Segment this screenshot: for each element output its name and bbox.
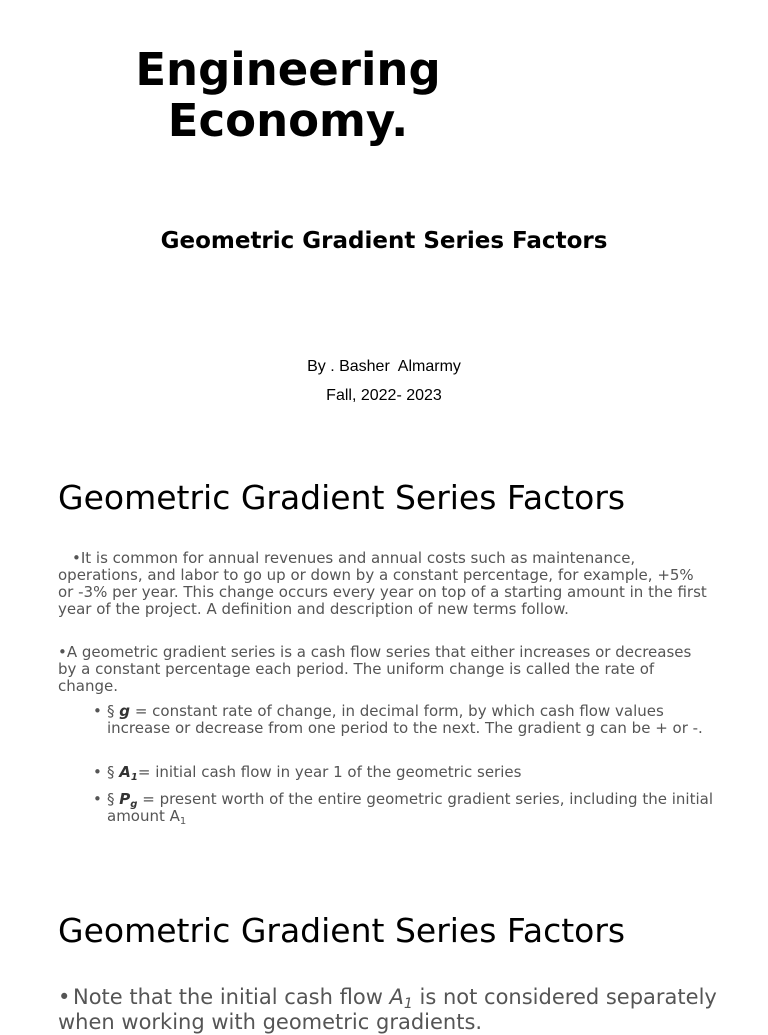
bullet: •	[93, 763, 102, 781]
note-bullet	[58, 985, 718, 1035]
paragraph-2-text: A geometric gradient series is a cash flow series that either increases or decreases by a constant percentage each period. The uniform change is called the rate of change.	[58, 643, 692, 695]
title-line-2: Economy.	[167, 94, 409, 147]
term-p: $P_g$	[119, 790, 138, 810]
bullet: •	[58, 643, 67, 661]
definition-pg	[93, 791, 727, 825]
note-variable: $A_1$	[389, 985, 413, 1012]
paragraph-2	[58, 644, 710, 695]
term-g: g	[119, 702, 131, 720]
definition-g	[93, 703, 727, 737]
paragraph-1-text: It is common for annual revenues and annual costs such as maintenance, operations, and labor to go up or down by a constant percentage, for example, +5% or -3% per year. This change occurs every year on top of a starting amount in the first year of the project. A definition and description of new terms follow.	[58, 549, 707, 618]
bullet: •	[72, 549, 81, 567]
author-block	[0, 352, 768, 410]
author-name: By . Basher Almarmy	[307, 358, 461, 375]
section-marker: §	[107, 763, 115, 781]
definition-pg-sub: 1	[179, 816, 187, 827]
note-text-start: Note that the initial cash flow	[73, 985, 390, 1009]
section-marker: §	[107, 790, 115, 808]
definition-pg-text: = present worth of the entire geometric gradient series, including the initial amount A	[107, 790, 713, 825]
bullet: •	[93, 702, 102, 720]
title-line-1: Engineering	[135, 43, 441, 96]
definition-a1	[93, 764, 727, 781]
bullet: •	[93, 790, 102, 808]
definition-a1-text: = initial cash flow in year 1 of the geometric series	[137, 763, 522, 781]
definition-g-text: = constant rate of change, in decimal form, by which cash flow values increase or decrease from one period to the next. The gradient g can be + or -.	[107, 702, 703, 737]
bullet: •	[58, 985, 71, 1009]
term: Fall, 2022- 2023	[326, 387, 442, 404]
subtitle: Geometric Gradient Series Factors	[160, 228, 608, 254]
main-title	[108, 44, 468, 146]
section-marker: §	[107, 702, 115, 720]
slide3-heading: Geometric Gradient Series Factors	[58, 911, 626, 950]
term-a: $A_1$	[119, 763, 138, 783]
slide2-heading: Geometric Gradient Series Factors	[58, 478, 626, 517]
note-text-end: is not considered separately when working with geometric gradients.	[58, 985, 717, 1034]
paragraph-1	[58, 550, 710, 618]
